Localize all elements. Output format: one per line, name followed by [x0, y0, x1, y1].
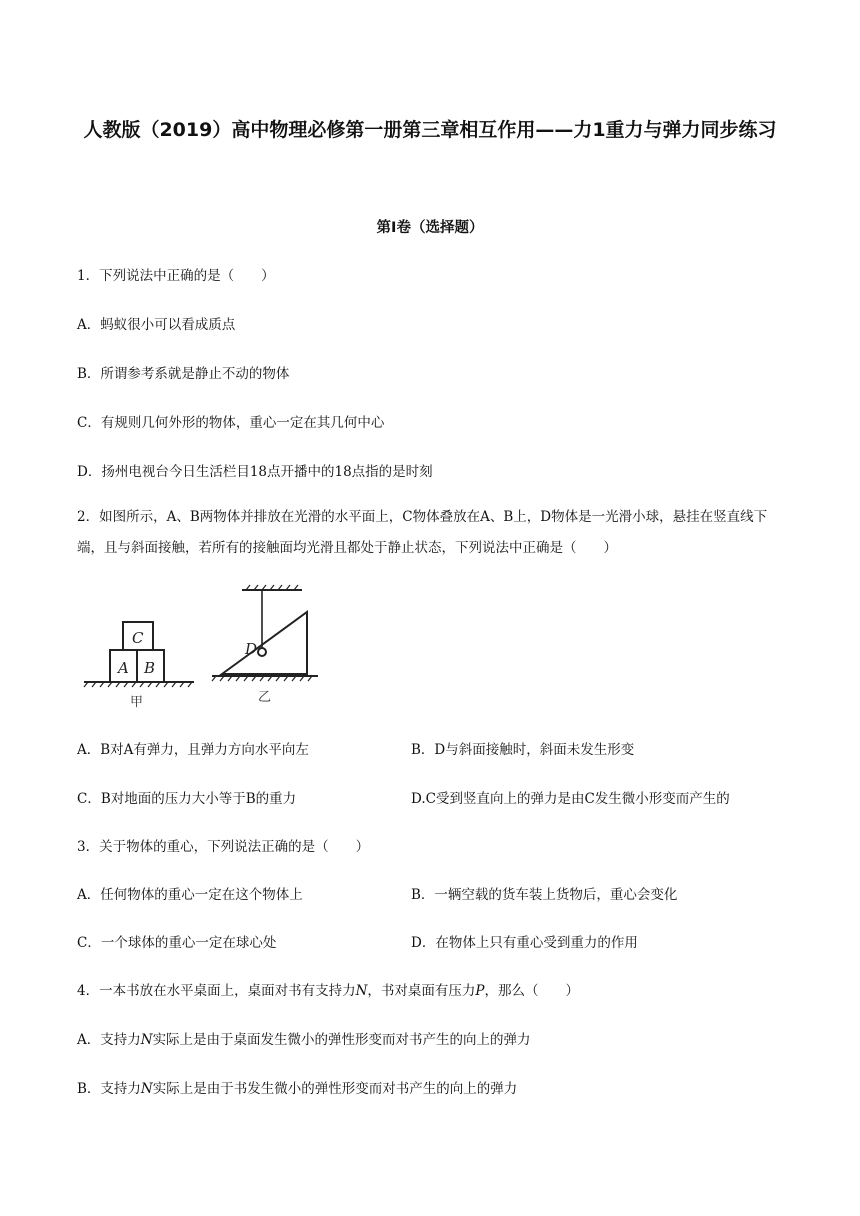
q4-stem-text-3: ，那么（ ）: [484, 983, 579, 999]
question-4-stem: [77, 979, 579, 999]
ball-d: [258, 648, 266, 656]
q4b-text-1: B．支持力: [77, 1081, 141, 1097]
q4-variable-p: P: [475, 983, 485, 999]
question-2-figure: [82, 584, 332, 718]
question-3-stem: 3．关于物体的重心，下列说法正确的是（ ）: [77, 839, 370, 855]
q4a-variable-n: N: [140, 1032, 153, 1048]
question-1-stem: 1．下列说法中正确的是（ ）: [77, 268, 275, 284]
caption-jia: 甲: [130, 695, 144, 710]
question-2-option-c: C．B对地面的压力大小等于B的重力: [77, 791, 297, 807]
label-c: C: [132, 629, 144, 647]
question-1-option-c: C．有规则几何外形的物体，重心一定在其几何中心: [77, 415, 385, 431]
question-2-option-b: B．D与斜面接触时，斜面未发生形变: [411, 742, 635, 758]
q4b-variable-n: N: [140, 1081, 153, 1097]
question-3-option-a: A．任何物体的重心一定在这个物体上: [77, 887, 303, 903]
question-3-option-b: B．一辆空载的货车装上货物后，重心会变化: [411, 887, 678, 903]
label-a: A: [118, 659, 129, 677]
figure-yi: [212, 585, 318, 681]
incline: [222, 612, 307, 674]
q4a-text-1: A．支持力: [77, 1032, 141, 1048]
label-b: B: [144, 659, 156, 677]
question-1-option-d: D．扬州电视台今日生活栏目18点开播中的18点指的是时刻: [77, 464, 433, 480]
q4b-text-2: 实际上是由于书发生微小的弹性形变而对书产生的向上的弹力: [152, 1081, 518, 1097]
question-2-stem: 2．如图所示，A、B两物体并排放在光滑的水平面上，C物体叠放在A、B上，D物体是一光滑小球，悬挂在竖直线下端，且与斜面接触，若所有的接触面均光滑且都处于静止状态，下列说法中正确是（ ）: [77, 509, 768, 556]
q4-variable-n: N: [355, 983, 368, 999]
label-d: D: [245, 640, 258, 658]
question-1-option-a: A．蚂蚁很小可以看成质点: [77, 317, 236, 333]
q4a-text-2: 实际上是由于桌面发生微小的弹性形变而对书产生的向上的弹力: [152, 1032, 531, 1048]
question-4-option-b: [77, 1077, 517, 1097]
question-2-option-d: D.C受到竖直向上的弹力是由C发生微小形变而产生的: [411, 791, 730, 807]
blocks-and-incline-diagram: [82, 584, 332, 714]
question-4-option-a: [77, 1028, 531, 1048]
caption-yi: 乙: [258, 690, 272, 705]
question-3-option-c: C．一个球体的重心一定在球心处: [77, 935, 277, 951]
q4-stem-text-1: 4．一本书放在水平桌面上，桌面对书有支持力: [77, 983, 356, 999]
section-heading: 第I卷（选择题）: [376, 220, 484, 236]
document-title: 人教版（2019）高中物理必修第一册第三章相互作用——力1重力与弹力同步练习: [83, 119, 777, 141]
question-3-option-d: D．在物体上只有重心受到重力的作用: [411, 935, 638, 951]
question-1-option-b: B．所谓参考系就是静止不动的物体: [77, 366, 290, 382]
question-2-option-a: A．B对A有弹力，且弹力方向水平向左: [77, 742, 309, 758]
q4-stem-text-2: ，书对桌面有压力: [367, 983, 476, 999]
